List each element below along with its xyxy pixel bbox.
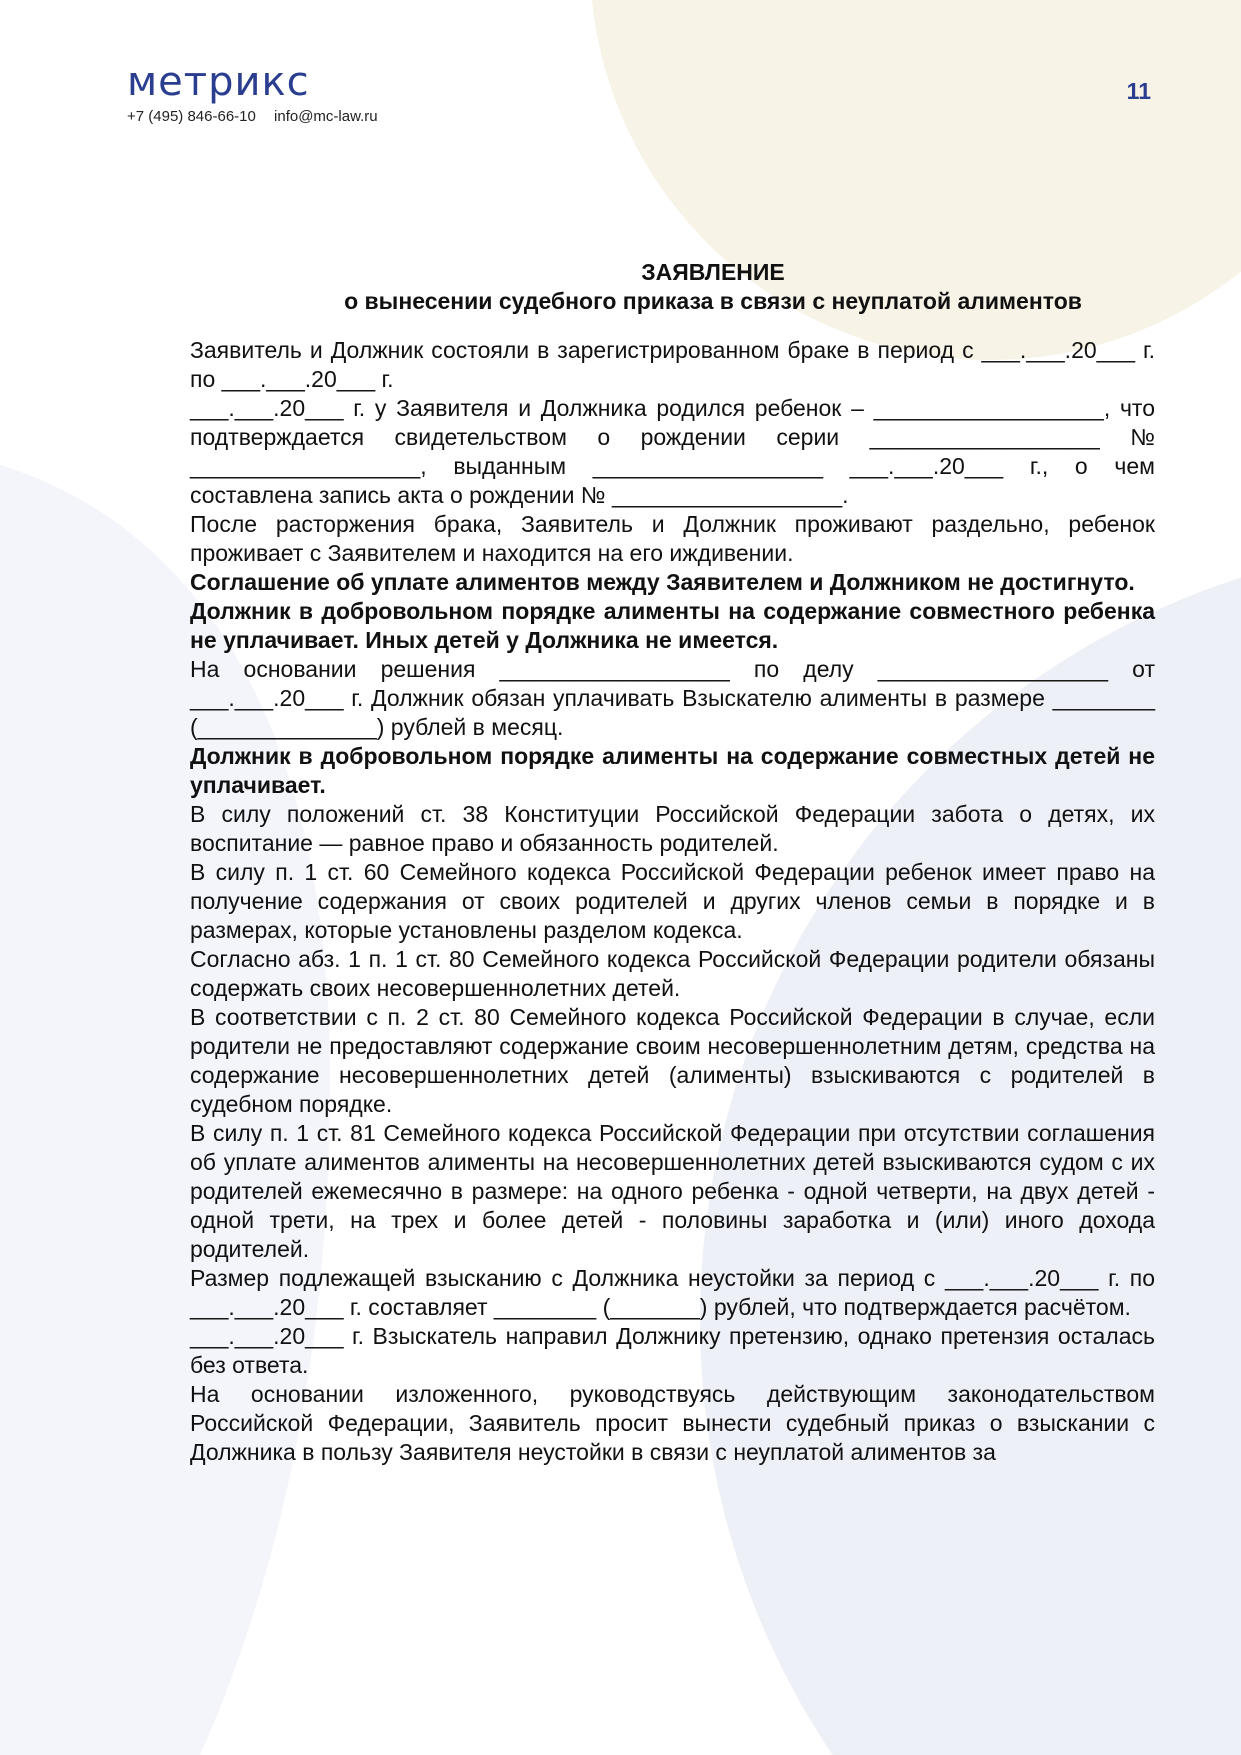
paragraph-court-decision: На основании решения __________________ по делу __________________ от ___.___.20___ г. Должник обязан уплачивать Взыскателю алименты в размере ________ (______________) рублей в месяц. <box>190 656 1155 740</box>
statement-text <box>190 336 1155 1467</box>
paragraph-family-code-80-2: В соответствии с п. 2 ст. 80 Семейного кодекса Российской Федерации в случае, если родители не предоставляют содержание своим несовершеннолетним детям, средства на содержание несовершеннолетних детей (алименты) взыскиваются с родителей в судебном порядке. <box>190 1004 1155 1117</box>
title-subheading: о вынесении судебного приказа в связи с неуплатой алиментов <box>344 288 1082 314</box>
paragraph-penalty-amount: Размер подлежащей взысканию с Должника неустойки за период с ___.___.20___ г. по ___.___.20___ г. составляет ________ (_______) рублей, что подтверждается расчётом. <box>190 1265 1155 1320</box>
paragraph-marriage: Заявитель и Должник состояли в зарегистрированном браке в период с ___.___.20___ г. по ___.___.20___ г. <box>190 337 1155 392</box>
paragraph-family-code-60: В силу п. 1 ст. 60 Семейного кодекса Российской Федерации ребенок имеет право на получение содержания от своих родителей и других членов семьи в порядке и в размерах, которые установлены разделом кодекса. <box>190 859 1155 943</box>
paragraph-no-agreement: Соглашение об уплате алиментов между Заявителем и Должником не достигнуто. <box>190 569 1135 595</box>
paragraph-not-paying-child: Должник в добровольном порядке алименты на содержание совместного ребенка не уплачивает. Иных детей у Должника не имеется. <box>190 598 1155 653</box>
paragraph-request: На основании изложенного, руководствуясь действующим законодательством Российской Федерации, Заявитель просит вынести судебный приказ о взыскании с Должника в пользу Заявителя неустойки в связи с неуплатой алиментов за <box>190 1381 1155 1465</box>
email-address: info@mc-law.ru <box>274 108 378 125</box>
paragraph-constitution-38: В силу положений ст. 38 Конституции Российской Федерации забота о детях, их воспитание — равное право и обязанность родителей. <box>190 801 1155 856</box>
company-logo: метрикс <box>127 59 310 105</box>
page-header <box>127 59 378 125</box>
paragraph-child-birth: ___.___.20___ г. у Заявителя и Должника родился ребенок – __________________, что подтверждается свидетельством о рождении серии __________________ № __________________, выданным __________________ ___.___.20___ г., о чем составлена запись акта о рождении № __________________. <box>190 395 1155 508</box>
phone-number: +7 (495) 846-66-10 <box>127 108 256 125</box>
paragraph-claim-sent: ___.___.20___ г. Взыскатель направил Должнику претензию, однако претензия осталась без ответа. <box>190 1323 1155 1378</box>
page-number: 11 <box>1126 78 1151 104</box>
paragraph-family-code-80-1: Согласно абз. 1 п. 1 ст. 80 Семейного кодекса Российской Федерации родители обязаны содержать своих несовершеннолетних детей. <box>190 946 1155 1001</box>
title-heading: ЗАЯВЛЕНИЕ <box>641 259 785 285</box>
contact-info <box>127 108 378 125</box>
paragraph-separation: После расторжения брака, Заявитель и Должник проживают раздельно, ребенок проживает с Заявителем и находится на его иждивении. <box>190 511 1155 566</box>
document-body <box>190 258 1155 1467</box>
paragraph-family-code-81: В силу п. 1 ст. 81 Семейного кодекса Российской Федерации при отсутствии соглашения об уплате алиментов алименты на несовершеннолетних детей взыскиваются судом с их родителей ежемесячно в размере: на одного ребенка - одной четверти, на двух детей - одной трети, на трех и более детей - половины заработка и (или) иного дохода родителей. <box>190 1120 1155 1262</box>
document-title <box>271 258 1155 316</box>
paragraph-not-paying-children: Должник в добровольном порядке алименты на содержание совместных детей не уплачивает. <box>190 743 1155 798</box>
